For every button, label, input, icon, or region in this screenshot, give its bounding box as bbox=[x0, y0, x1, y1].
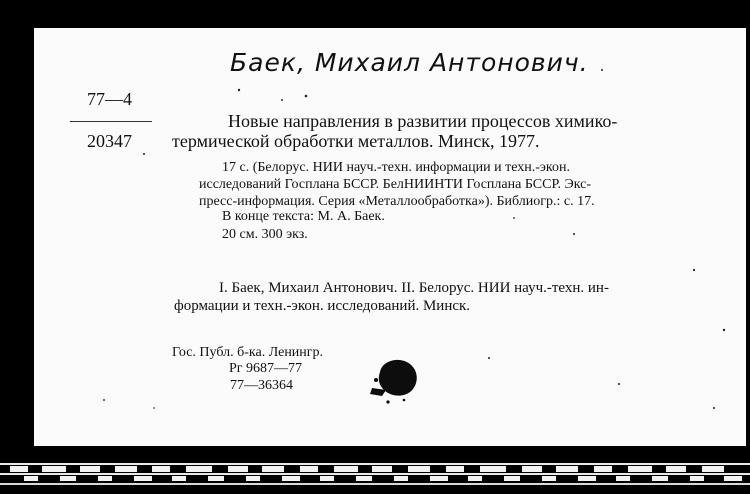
library-line-3: 77—36364 bbox=[230, 378, 293, 393]
tracings-line-2: формации и техн.-экон. исследований. Минск. bbox=[174, 298, 471, 314]
library-line-2: Рг 9687—77 bbox=[229, 361, 303, 376]
paper-specks bbox=[34, 28, 746, 446]
call-number-bottom: 20347 bbox=[87, 131, 132, 151]
title-line-1: Новые направления в развитии процессов химико- bbox=[228, 111, 618, 131]
tracings-line-1: I. Баек, Михаил Антонович. II. Белорус. НИИ науч.-техн. ин- bbox=[219, 280, 609, 296]
handwritten-author: Баек, Михаил Антонович. bbox=[230, 48, 589, 77]
library-line-1: Гос. Публ. б-ка. Ленингр. bbox=[172, 345, 324, 360]
description-line-2: исследований Госплана БССР. БелНИИНТИ Госплана БССР. Экс- bbox=[199, 177, 592, 192]
call-number-top: 77—4 bbox=[87, 89, 132, 109]
title-line-2: термической обработки металлов. Минск, 1977. bbox=[172, 131, 540, 151]
description-line-3: пресс-информация. Серия «Металлообработка»). Библиогр.: с. 17. bbox=[199, 194, 595, 209]
description-line-1: 17 с. (Белорус. НИИ науч.-техн. информации и техн.-экон. bbox=[222, 160, 570, 175]
description-line-5: 20 см. 300 экз. bbox=[222, 227, 308, 242]
description-line-4: В конце текста: М. А. Баек. bbox=[222, 209, 385, 224]
scan-edge-strip bbox=[0, 455, 750, 494]
catalog-card bbox=[34, 28, 746, 446]
